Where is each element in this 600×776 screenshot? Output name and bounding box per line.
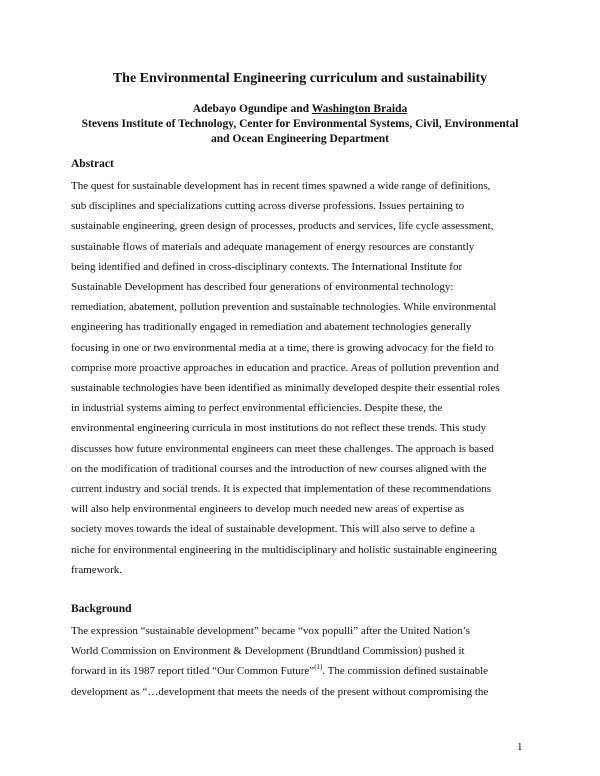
abstract-line: will also help environmental engineers to develop much needed new areas of expertise as [71,503,465,516]
author-second-link[interactable]: Washington Braida [311,103,408,115]
abstract-line: on the modification of traditional courses and the introduction of new courses aligned with the [71,462,487,475]
abstract-line: society moves towards the ideal of sustainable development. This will also serve to define a [71,523,475,536]
abstract-line: focusing in one or two environmental media at a time, there is growing advocacy for the field to [71,341,494,354]
affiliation [40,117,560,146]
background-heading: Background [71,603,132,615]
author-line [0,102,600,117]
abstract-line: current industry and social trends. It is expected that implementation of these recommendations [71,483,492,496]
affiliation-line-2: and Ocean Engineering Department [211,132,389,145]
citation-reference: (1) [314,663,323,672]
abstract-line: sustainable flows of materials and adequate management of energy resources are constantly [71,240,475,253]
abstract-line: The quest for sustainable development has in recent times spawned a wide range of definitions, [71,180,491,192]
background-body [71,621,529,702]
page-number: 1 [517,741,523,753]
abstract-line: remediation, abatement, pollution prevention and sustainable technologies. While environmental [71,301,497,314]
paper-title: The Environmental Engineering curriculum and sustainability [112,71,488,86]
author-first: Adebayo Ogundipe [192,103,288,115]
abstract-body [71,176,529,580]
abstract-line: in industrial systems aiming to perfect environmental efficiencies. Despite these, the [71,402,443,415]
abstract-line: sustainable technologies have been identified as minimally developed despite their essential roles [71,382,500,395]
abstract-heading: Abstract [71,158,114,170]
background-line: The expression “sustainable development” became “vox populli” after the United Nation’s [71,625,470,637]
abstract-line: comprise more proactive approaches in education and practice. Areas of pollution prevention and [71,361,499,374]
affiliation-line-1: Stevens Institute of Technology, Center for Environmental Systems, Civil, Environmental [81,118,519,130]
abstract-line: Sustainable Development has described four generations of environmental technology: [71,281,454,294]
background-line: World Commission on Environment & Development (Brundtland Commission) pushed it [71,645,465,658]
abstract-line: sub disciplines and specializations cutting across diverse professions. Issues pertaining to [71,200,465,213]
background-line [71,661,529,681]
abstract-line: being identified and defined in cross-disciplinary contexts. The International Institute for [71,260,463,273]
author-conjunction: and [287,103,312,115]
abstract-line: framework. [71,563,123,576]
abstract-line: discusses how future environmental engineers can meet these challenges. The approach is based [71,442,494,455]
background-line-3-end: . The commission defined sustainable [322,665,489,678]
abstract-line: niche for environmental engineering in the multidisciplinary and holistic sustainable engineering [71,543,497,556]
abstract-line: engineering has traditionally engaged in remediation and abatement technologies generally [71,321,472,334]
background-line-3-start: forward in its 1987 report titled “Our Common Future” [71,665,315,678]
abstract-line: environmental engineering curricula in most institutions do not reflect these trends. This study [71,422,486,435]
abstract-line: sustainable engineering, green design of processes, products and services, life cycle assessment, [71,220,494,233]
background-line: development as “…development that meets the needs of the present without compromising the [71,685,489,698]
